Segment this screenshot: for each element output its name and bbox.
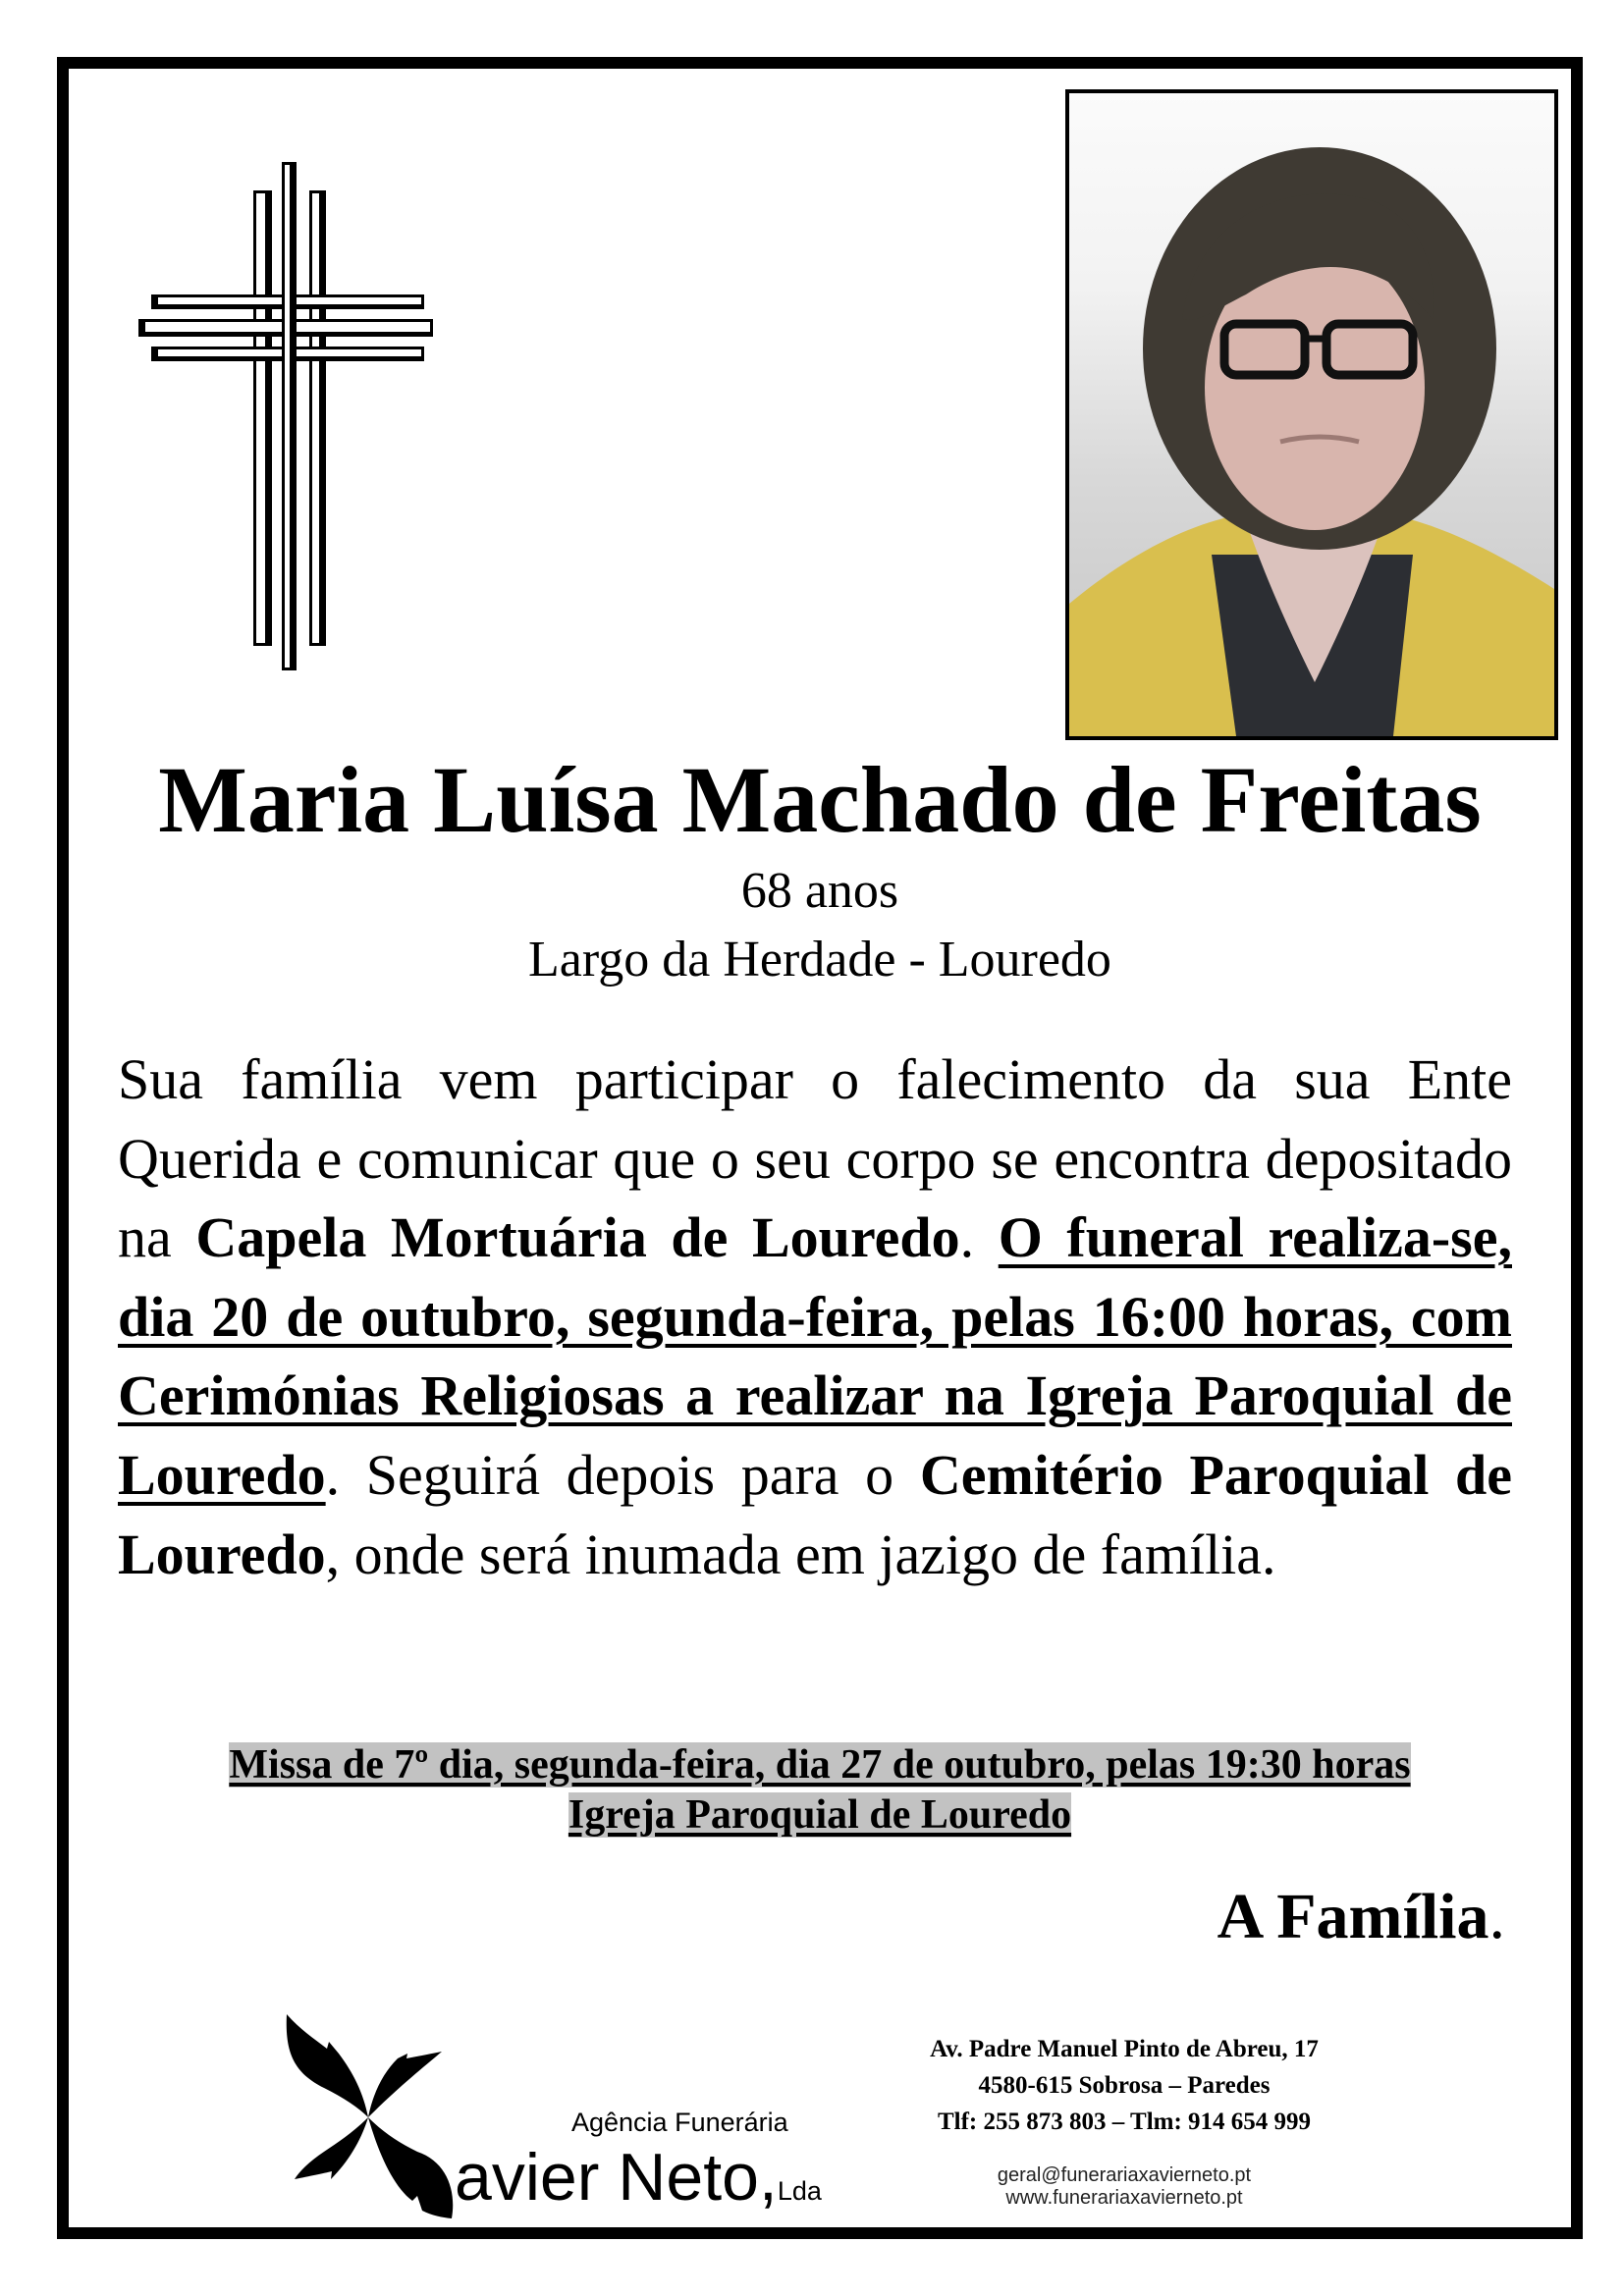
portrait-photo bbox=[1065, 89, 1558, 740]
mass-line-1: Missa de 7º dia, segunda-feira, dia 27 de outubro, pelas 19:30 horas bbox=[229, 1742, 1411, 1788]
deceased-residence: Largo da Herdade - Louredo bbox=[528, 932, 1111, 988]
phone-numbers: Tlf: 255 873 803 – Tlm: 914 654 999 bbox=[937, 2109, 1312, 2135]
email-link[interactable]: geral@funerariaxavierneto.pt bbox=[997, 2164, 1252, 2186]
agency-label: Agência Funerária bbox=[571, 2108, 788, 2137]
announcement-paragraph: Sua família vem participar o falecimento da sua Ente Querida e comunicar que o seu corpo se encontra depositado na Capela Mortuária de Louredo. O funeral realiza-se, dia 20 de outubro, segunda-feira, pelas 16:00 horas, com Cerimónias Religiosas a realizar na Igreja Paroquial de Louredo. Seguirá depois para o Cemitério Paroquial de Louredo, onde será inumada em jazigo de família. bbox=[118, 1047, 1512, 1586]
address-line-2: 4580-615 Sobrosa – Paredes bbox=[978, 2072, 1271, 2099]
cemetery-name: Cemitério Paroquial de Louredo bbox=[118, 1442, 1512, 1586]
mass-line-2: Igreja Paroquial de Louredo bbox=[568, 1792, 1072, 1838]
chapel-name: Capela Mortuária de Louredo bbox=[195, 1205, 960, 1270]
deceased-name: Maria Luísa Machado de Freitas bbox=[158, 747, 1482, 852]
address-line-1: Av. Padre Manuel Pinto de Abreu, 17 bbox=[930, 2036, 1319, 2062]
funeral-details: O funeral realiza-se, dia 20 de outubro, segunda-feira, pelas 16:00 horas, com Cerimónias Religiosas a realizar na Igreja Paroquial de Louredo bbox=[118, 1205, 1512, 1507]
website-link[interactable]: www.funerariaxavierneto.pt bbox=[1005, 2187, 1243, 2209]
signature: A Família. bbox=[1217, 1881, 1505, 1952]
agency-name: avier Neto,Lda bbox=[455, 2140, 822, 2215]
x-leaf-logo-icon bbox=[285, 2014, 457, 2218]
deceased-age: 68 anos bbox=[740, 863, 899, 919]
